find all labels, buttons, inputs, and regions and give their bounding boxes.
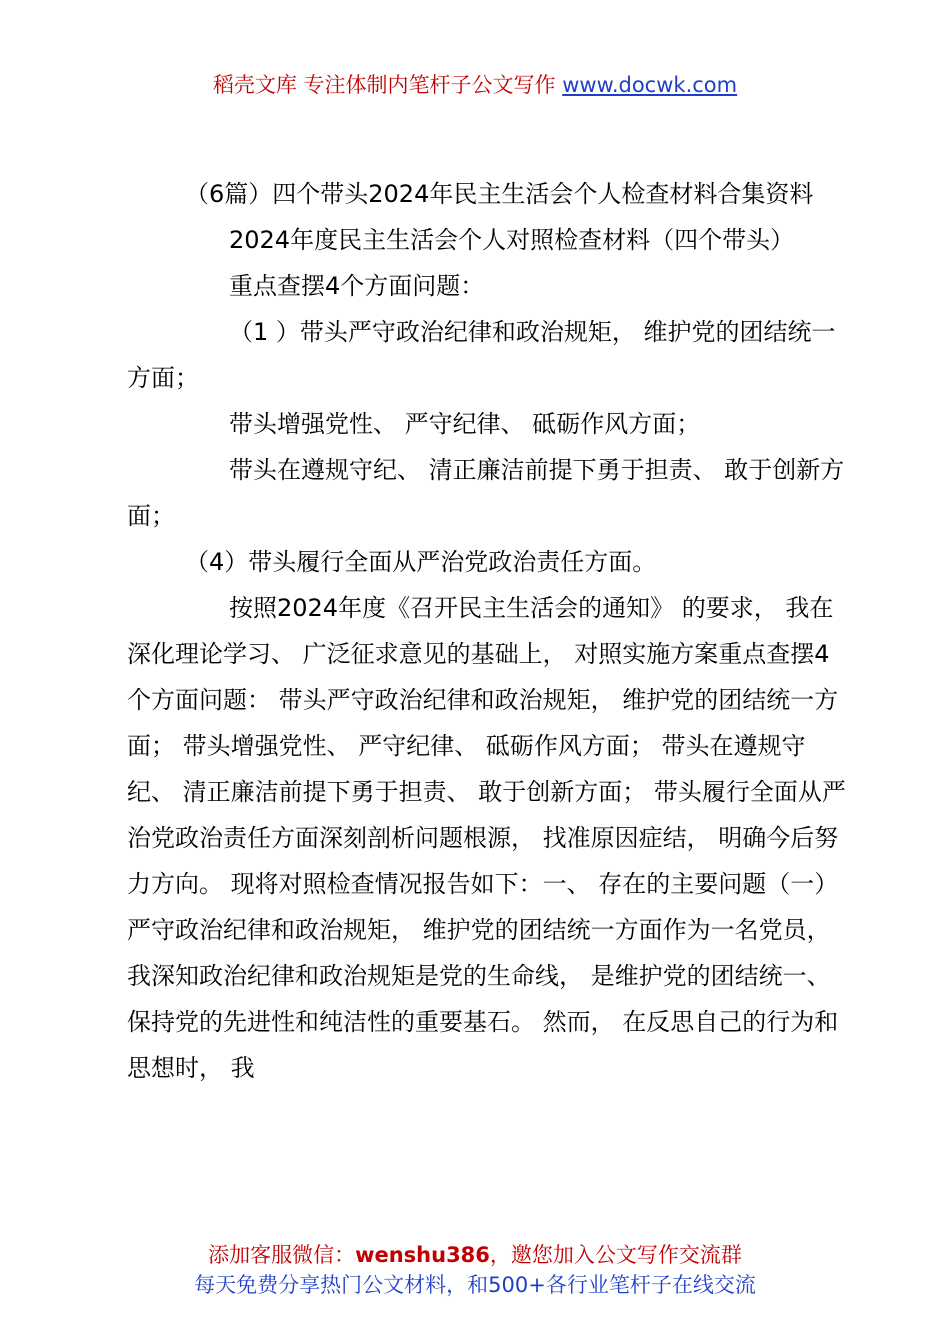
document-subtitle: 2024年度民主生活会个人对照检查材料（四个带头） — [229, 226, 795, 254]
main-paragraph: 按照2024年度《召开民主生活会的通知》 的要求， 我在深化理论学习、 广泛征求意见的基础上， 对照实施方案重点查摆4个方面问题： 带头严守政治纪律和政治规矩， 维护党的团结统一方面； 带头增强党性、 严守纪律、 砥砺作风方面； 带头在遵规守纪、 清正廉洁前提下勇于担责、 敢于创新方面； 带头履行全面从严治党政治责任方面深刻剖析问题根源， 找准原因症结， 明确今后努力方向。 现将对照检查情况报告如下：一、 存在的主要问题（一）严守政治纪律和政治规矩， 维护党的团结统一方面作为一名党员， 我深知政治纪律和政治规矩是党的生命线， 是维护党的团结统一、 保持党的先进性和纯洁性的重要基石。 然而， 在反思自己的行为和思想时， 我 — [127, 594, 846, 1082]
focus-item-3: 带头在遵规守纪、 清正廉洁前提下勇于担责、 敢于创新方面； — [127, 456, 845, 530]
document-title: （6篇）四个带头2024年民主生活会个人检查材料合集资料 — [185, 180, 814, 208]
header-website-link[interactable]: www.docwk.com — [562, 73, 738, 97]
focus-item-1: （1 ）带头严守政治纪律和政治规矩， 维护党的团结统一方面； — [127, 318, 836, 392]
focus-item-2: 带头增强党性、 严守纪律、 砥砺作风方面； — [229, 410, 701, 438]
footer-contact-line — [0, 1240, 950, 1270]
footer-wechat-id: wenshu386 — [355, 1243, 490, 1267]
footer-contact-prefix: 添加客服微信： — [208, 1243, 356, 1267]
document-body — [127, 171, 847, 1091]
footer-promo-line: 每天免费分享热门公文材料，和500+各行业笔杆子在线交流 — [194, 1273, 756, 1297]
footer-contact-suffix: ，邀您加入公文写作交流群 — [489, 1243, 742, 1267]
focus-item-4: （4）带头履行全面从严治党政治责任方面。 — [185, 548, 657, 576]
page-footer — [0, 1240, 950, 1300]
focus-intro: 重点查摆4个方面问题： — [229, 272, 485, 300]
page-header — [0, 70, 950, 100]
header-brand-text: 稻壳文库 专注体制内笔杆子公文写作 — [212, 73, 563, 97]
